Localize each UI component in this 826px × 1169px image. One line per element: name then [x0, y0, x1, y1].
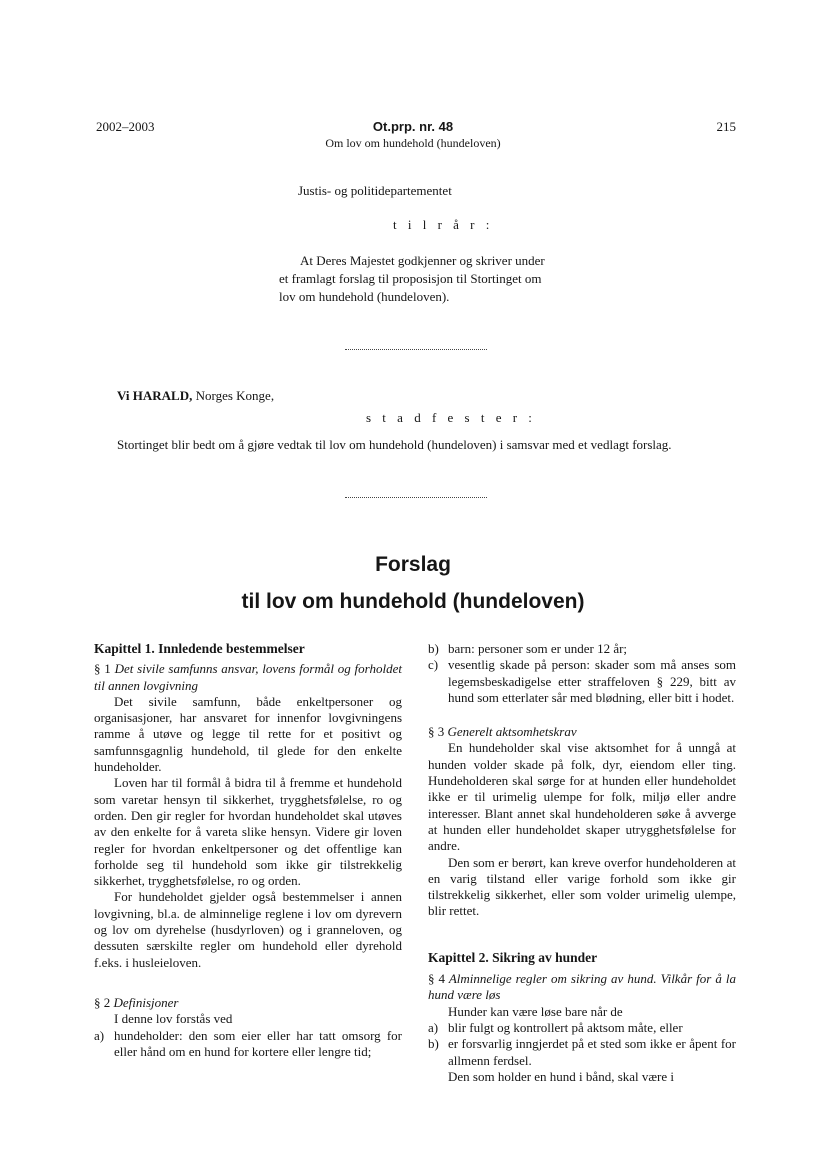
section-4-heading	[428, 971, 736, 1004]
separator-rule	[345, 349, 487, 350]
king-name: Vi HARALD,	[117, 388, 193, 403]
recommendation-line-3: lov om hundehold (hundeloven).	[279, 289, 450, 304]
item-text: hundeholder: den som eier eller har tatt omsorg for eller hånd om en hund for kortere eller lengre tid;	[114, 1027, 402, 1059]
item-label: a)	[428, 1019, 439, 1035]
section-2-number: § 2	[94, 994, 111, 1010]
chapter-1-heading: Kapittel 1. Innledende bestemmelser	[94, 641, 305, 656]
section-3-number: § 3	[428, 724, 445, 740]
section-1-paragraph-3: For hundeholdet gjelder også bestemmelser i annen lovgivning, bl.a. de alminnelige reglene i lov om dyrevern og lov om dyrehelse (husdyrloven) og i granneloven, og dessuten særskilte regler om hundehold eller dyrehold f.eks. i husleieloven.	[94, 889, 402, 970]
item-text: blir fulgt og kontrollert på aktsom måte, eller	[448, 1019, 683, 1035]
item-text: vesentlig skade på person: skader som må anses som legemsbeskadigelse etter straffeloven § 229, bitt av hund som etterlater sår med blødning, eller bitt i hodet.	[448, 657, 736, 705]
section-3-title: Generelt aktsomhetskrav	[444, 724, 577, 740]
recommendation-verb: t i l r å r :	[393, 217, 494, 232]
condition-item-b	[428, 1036, 736, 1069]
section-4-paragraph-2: Den som holder en hund i bånd, skal være i	[448, 1068, 675, 1084]
left-column	[94, 641, 402, 1060]
decree-text: Stortinget blir bedt om å gjøre vedtak til lov om hundehold (hundeloven) i samsvar med et vedlagt forslag.	[117, 437, 672, 452]
proposal-subtitle: til lov om hundehold (hundeloven)	[241, 590, 585, 613]
item-label: b)	[428, 641, 439, 656]
ministry-name: Justis- og politidepartementet	[298, 183, 452, 198]
section-2-heading	[94, 995, 402, 1011]
item-text: barn: personer som er under 12 år;	[448, 641, 628, 656]
section-2-title: Definisjoner	[110, 994, 179, 1010]
section-1-title: Det sivile samfunns ansvar, lovens formål og forholdet til annen lovgivning	[94, 661, 402, 693]
header-subtitle: Om lov om hundehold (hundeloven)	[325, 136, 501, 150]
header-page-number: 215	[716, 119, 736, 134]
section-3-heading	[428, 724, 736, 740]
item-label: a)	[94, 1027, 105, 1043]
separator-rule-2	[345, 497, 487, 498]
section-1-paragraph-2: Loven har til formål å bidra til å fremme et hundehold som varetar hensyn til sikkerhet, trygghetsfølelse, ro og orden. Den gir regler for hvordan hundeholdet skal utøves av den enkelte for å vareta slike hensyn. Videre gir loven regler for hvordan enkeltpersoner og det offentlige kan forholde seg til hundehold som ikke gir tilstrekkelig sikkerhet, trygghetsfølelse, ro og orden.	[94, 775, 402, 889]
section-1-paragraph-1: Det sivile samfunn, både enkeltpersoner og organisasjoner, har ansvaret for innenfor lovgivningens ramme å utøve og legge til rette for et positivt og samfunnsgagnlig hundehold, til glede for den enkelte hundeholder.	[94, 693, 402, 775]
proposal-title: Forslag	[375, 553, 451, 576]
item-text: er forsvarlig inngjerdet på et sted som ikke er åpent for allmenn ferdsel.	[448, 1036, 736, 1068]
header-doc-id: Ot.prp. nr. 48	[372, 119, 454, 134]
section-3-paragraph-2: Den som er berørt, kan kreve overfor hundeholderen at en varig tilstand eller varige forhold som ikke gir tilstrekkelig sikkerhet, eller som volder urimelig ulempe, blir rettet.	[428, 854, 736, 919]
section-2-intro: I denne lov forstås ved	[114, 1011, 233, 1027]
decree-verb: s t a d f e s t e r :	[366, 410, 536, 425]
condition-item-a	[428, 1020, 736, 1036]
chapter-2-heading: Kapittel 2. Sikring av hunder	[428, 949, 598, 965]
section-4-number: § 4	[428, 971, 446, 987]
definition-item-b	[428, 641, 736, 657]
section-4-title: Alminnelige regler om sikring av hund. Vilkår for å la hund være løs	[428, 971, 737, 1003]
section-3-paragraph-1: En hundeholder skal vise aktsomhet for å unngå at hunden volder skade på folk, dyr, eiendom eller ting. Hundeholderen skal sørge for at hunden eller hundeholdet ikke er til urimelig ulempe for folk, miljø eller andre interesser. Blant annet skal hundeholderen søke å avverge at hunden eller hundeholdet skaper utrygghetsfølelse for andre.	[428, 740, 736, 854]
right-column	[428, 641, 736, 1085]
king-title: Norges Konge,	[192, 388, 275, 403]
king-line	[117, 388, 274, 404]
recommendation-line-1: At Deres Majestet godkjenner og skriver under	[300, 253, 545, 268]
section-1-number: § 1	[94, 661, 111, 677]
section-1-heading	[94, 661, 402, 694]
item-label: b)	[428, 1036, 439, 1052]
definition-item-c	[428, 657, 736, 706]
section-4-intro: Hunder kan være løse bare når de	[448, 1003, 623, 1019]
header-years: 2002–2003	[96, 119, 155, 134]
definition-item-a	[94, 1028, 402, 1061]
recommendation-line-2: et framlagt forslag til proposisjon til Stortinget om	[279, 271, 542, 286]
item-label: c)	[428, 657, 439, 673]
